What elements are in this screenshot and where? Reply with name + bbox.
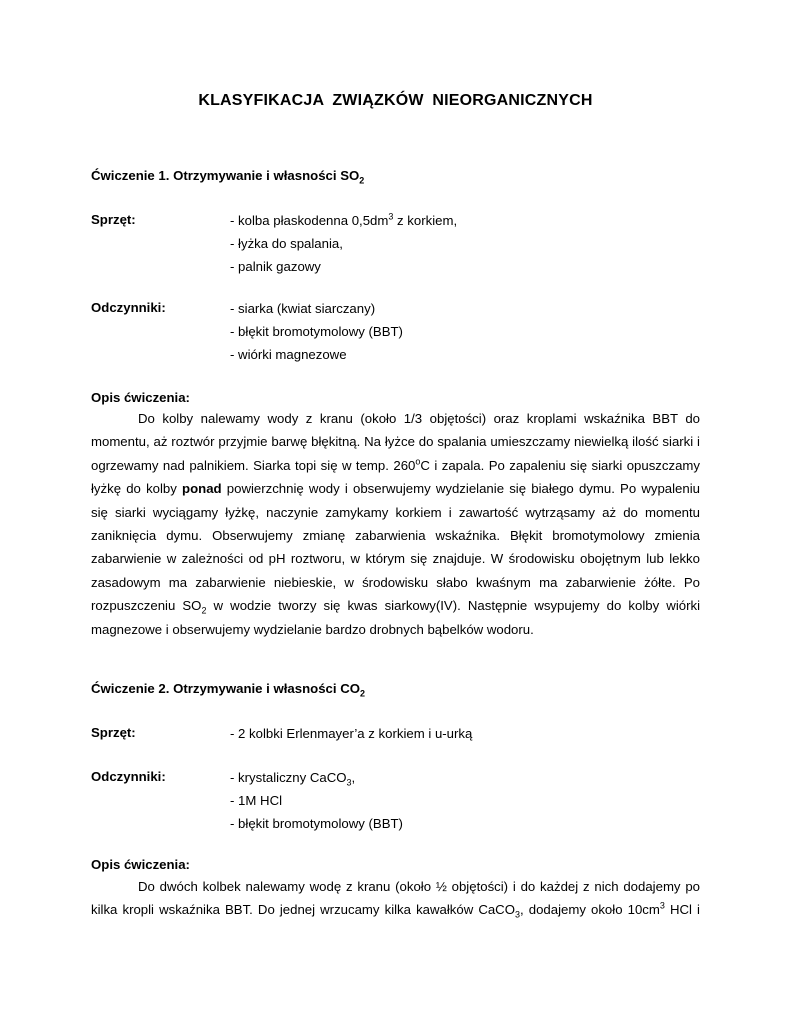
exercise-1-description [91, 407, 700, 641]
exercise-2-description [91, 875, 700, 922]
paragraph-text: HCl i [664, 902, 700, 918]
exercise-2-equipment-list [230, 725, 472, 748]
subscript: 2 [201, 605, 207, 616]
list-item: - 2 kolbki Erlenmayer’a z korkiem i u-urką [230, 726, 473, 741]
list-item-text: - krystaliczny CaCO [230, 770, 347, 785]
list-item-text: , [351, 770, 356, 785]
paragraph-text: w wodzie tworzy się kwas siarkowy(IV). Następnie wsypujemy do kolby wiórki magnezowe i obserwujemy wydzielanie bardzo drobnych bąbelków wodoru. [91, 598, 700, 637]
exercise-1-heading-subscript: 2 [359, 175, 365, 186]
list-item-text: - kolba płaskodenna 0,5dm [230, 213, 389, 228]
list-item: - wiórki magnezowe [230, 347, 347, 362]
exercise-2-equipment-label: Sprzęt: [91, 725, 136, 740]
exercise-2-heading-text: Ćwiczenie 2. Otrzymywanie i własności CO [91, 681, 360, 696]
list-item: - błękit bromotymolowy (BBT) [230, 324, 403, 339]
exercise-2-description-label: Opis ćwiczenia: [91, 857, 190, 872]
subscript: 3 [514, 910, 520, 921]
list-item: - siarka (kwiat siarczany) [230, 301, 376, 316]
exercise-1-description-label: Opis ćwiczenia: [91, 390, 190, 405]
superscript: 3 [388, 211, 394, 222]
document-title: KLASYFIKACJA ZWIĄZKÓW NIEORGANICZNYCH [198, 92, 593, 109]
subscript: 3 [346, 777, 352, 788]
list-item [230, 212, 457, 235]
exercise-1-equipment-label: Sprzęt: [91, 212, 136, 227]
paragraph-text: , dodajemy około 10cm [519, 902, 660, 918]
superscript: o [415, 456, 421, 467]
exercise-1-reagents-label: Odczynniki: [91, 300, 166, 315]
superscript: 3 [659, 901, 665, 912]
bold-text: ponad [182, 481, 222, 497]
exercise-2-heading [91, 681, 365, 699]
list-item: - 1M HCl [230, 793, 283, 808]
paragraph-text: Do kolby nalewamy wody z kranu (około 1/3 objętości) oraz kroplami wskaźnika BBT do momentu, aż roztwór przyjmie barwę błękitną. Na łyżce do spalania umieszczamy niewielką ilość siarki i ogrzewamy nad palnikiem. Siarka topi się w temp. 260 [91, 411, 700, 473]
paragraph-text: Do dwóch kolbek nalewamy wodę z kranu (około ½ objętości) i do każdej z nich dodajemy po kilka kropli wskaźnika BBT. Do jednej wrzucamy kilka kawałków CaCO [91, 879, 700, 918]
list-item: - błękit bromotymolowy (BBT) [230, 816, 403, 831]
exercise-2-heading-subscript: 2 [359, 688, 365, 699]
exercise-1-reagents-list [230, 300, 403, 369]
exercise-1-heading [91, 168, 365, 186]
list-item: - łyżka do spalania, [230, 236, 343, 251]
list-item: - palnik gazowy [230, 259, 321, 274]
list-item-text: z korkiem, [393, 213, 458, 228]
paragraph-text: C i zapala. Po zapaleniu się siarki opuszczamy łyżkę do kolby [91, 457, 700, 497]
paragraph-text: powierzchnię wody i obserwujemy wydzielanie się białego dymu. Po wypaleniu się siarki wyciągamy łyżkę, naczynie zamykamy korkiem i zawartość wytrząsamy aż do momentu zaniknięcia dymu. Obserwujemy zmianę zabarwienia wskaźnika. Błękit bromotymolowy zmienia zabarwienie w zależności od pH roztworu, w którym się znajduje. W środowisku obojętnym lub lekko zasadowym ma zabarwienie niebieskie, w środowisku słabo kwaśnym ma zabarwienie żółte. Po rozpuszczeniu SO [91, 481, 700, 614]
exercise-1-equipment-list [230, 212, 457, 281]
exercise-2-reagents-list [230, 769, 403, 838]
exercise-2-reagents-label: Odczynniki: [91, 769, 166, 784]
exercise-1-heading-text: Ćwiczenie 1. Otrzymywanie i własności SO [91, 168, 360, 183]
list-item [230, 769, 403, 792]
